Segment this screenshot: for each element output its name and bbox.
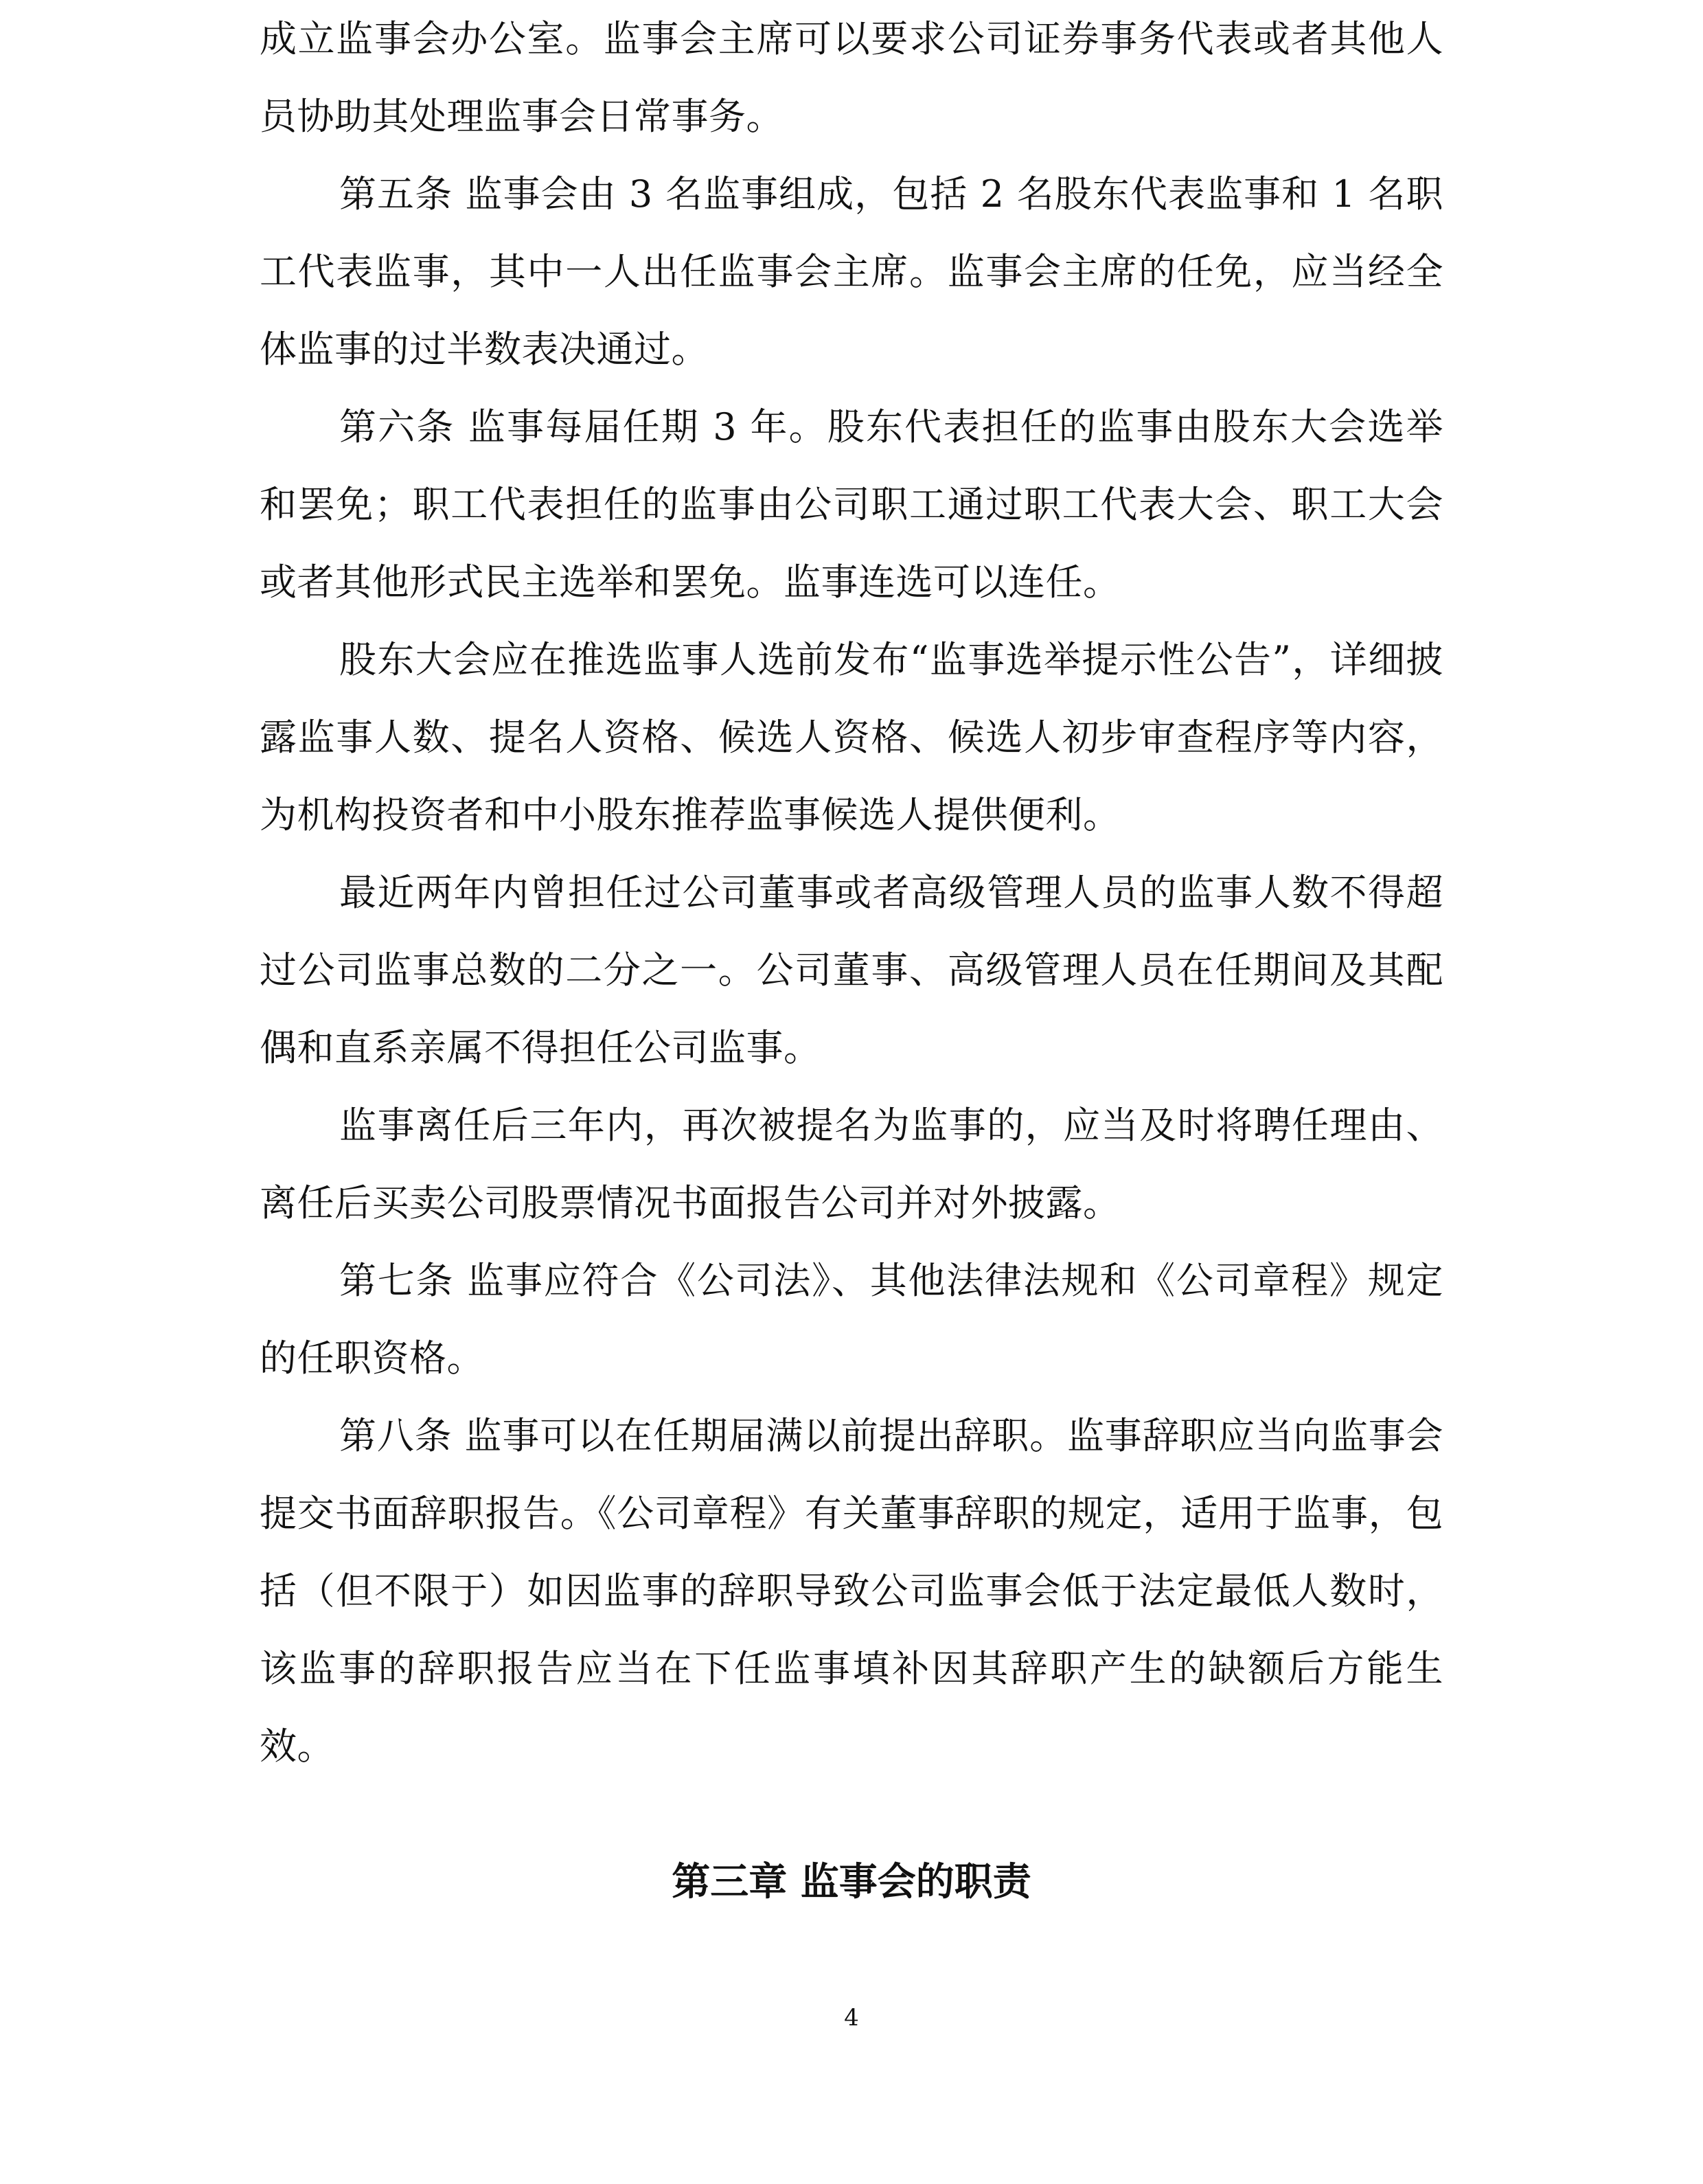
paragraph-article-6: 第六条 监事每届任期 3 年。股东代表担任的监事由股东大会选举和罢免；职工代表担任的监事由公司职工通过职工代表大会、职工大会或者其他形式民主选举和罢免。监事连选可以连任。 bbox=[260, 405, 1443, 604]
paragraph-article-8: 第八条 监事可以在任期届满以前提出辞职。监事辞职应当向监事会提交书面辞职报告。《公司章程》有关董事辞职的规定，适用于监事，包括（但不限于）如因监事的辞职导致公司监事会低于法定最低人数时，该监事的辞职报告应当在下任监事填补因其辞职产生的缺额后方能生效。 bbox=[260, 1414, 1443, 1768]
paragraph-article-7: 第七条 监事应符合《公司法》、其他法律法规和《公司章程》规定的任职资格。 bbox=[260, 1259, 1443, 1380]
paragraph-continuation: 成立监事会办公室。监事会主席可以要求公司证券事务代表或者其他人员协助其处理监事会日常事务。 bbox=[260, 17, 1443, 138]
paragraph-article-5: 第五条 监事会由 3 名监事组成，包括 2 名股东代表监事和 1 名职工代表监事，其中一人出任监事会主席。监事会主席的任免，应当经全体监事的过半数表决通过。 bbox=[260, 172, 1443, 371]
paragraph-former-director-limit: 最近两年内曾担任过公司董事或者高级管理人员的监事人数不得超过公司监事总数的二分之一。公司董事、高级管理人员在任期间及其配偶和直系亲属不得担任公司监事。 bbox=[260, 871, 1443, 1069]
paragraph-renomination-disclosure: 监事离任后三年内，再次被提名为监事的，应当及时将聘任理由、离任后买卖公司股票情况书面报告公司并对外披露。 bbox=[260, 1104, 1443, 1225]
page-number: 4 bbox=[844, 2004, 859, 2032]
body-text bbox=[260, 0, 1443, 1785]
chapter-heading: 第三章 监事会的职责 bbox=[672, 1859, 1031, 1904]
paragraph-election-notice: 股东大会应在推选监事人选前发布“监事选举提示性公告”，详细披露监事人数、提名人资格、候选人资格、候选人初步审查程序等内容，为机构投资者和中小股东推荐监事候选人提供便利。 bbox=[260, 638, 1443, 837]
